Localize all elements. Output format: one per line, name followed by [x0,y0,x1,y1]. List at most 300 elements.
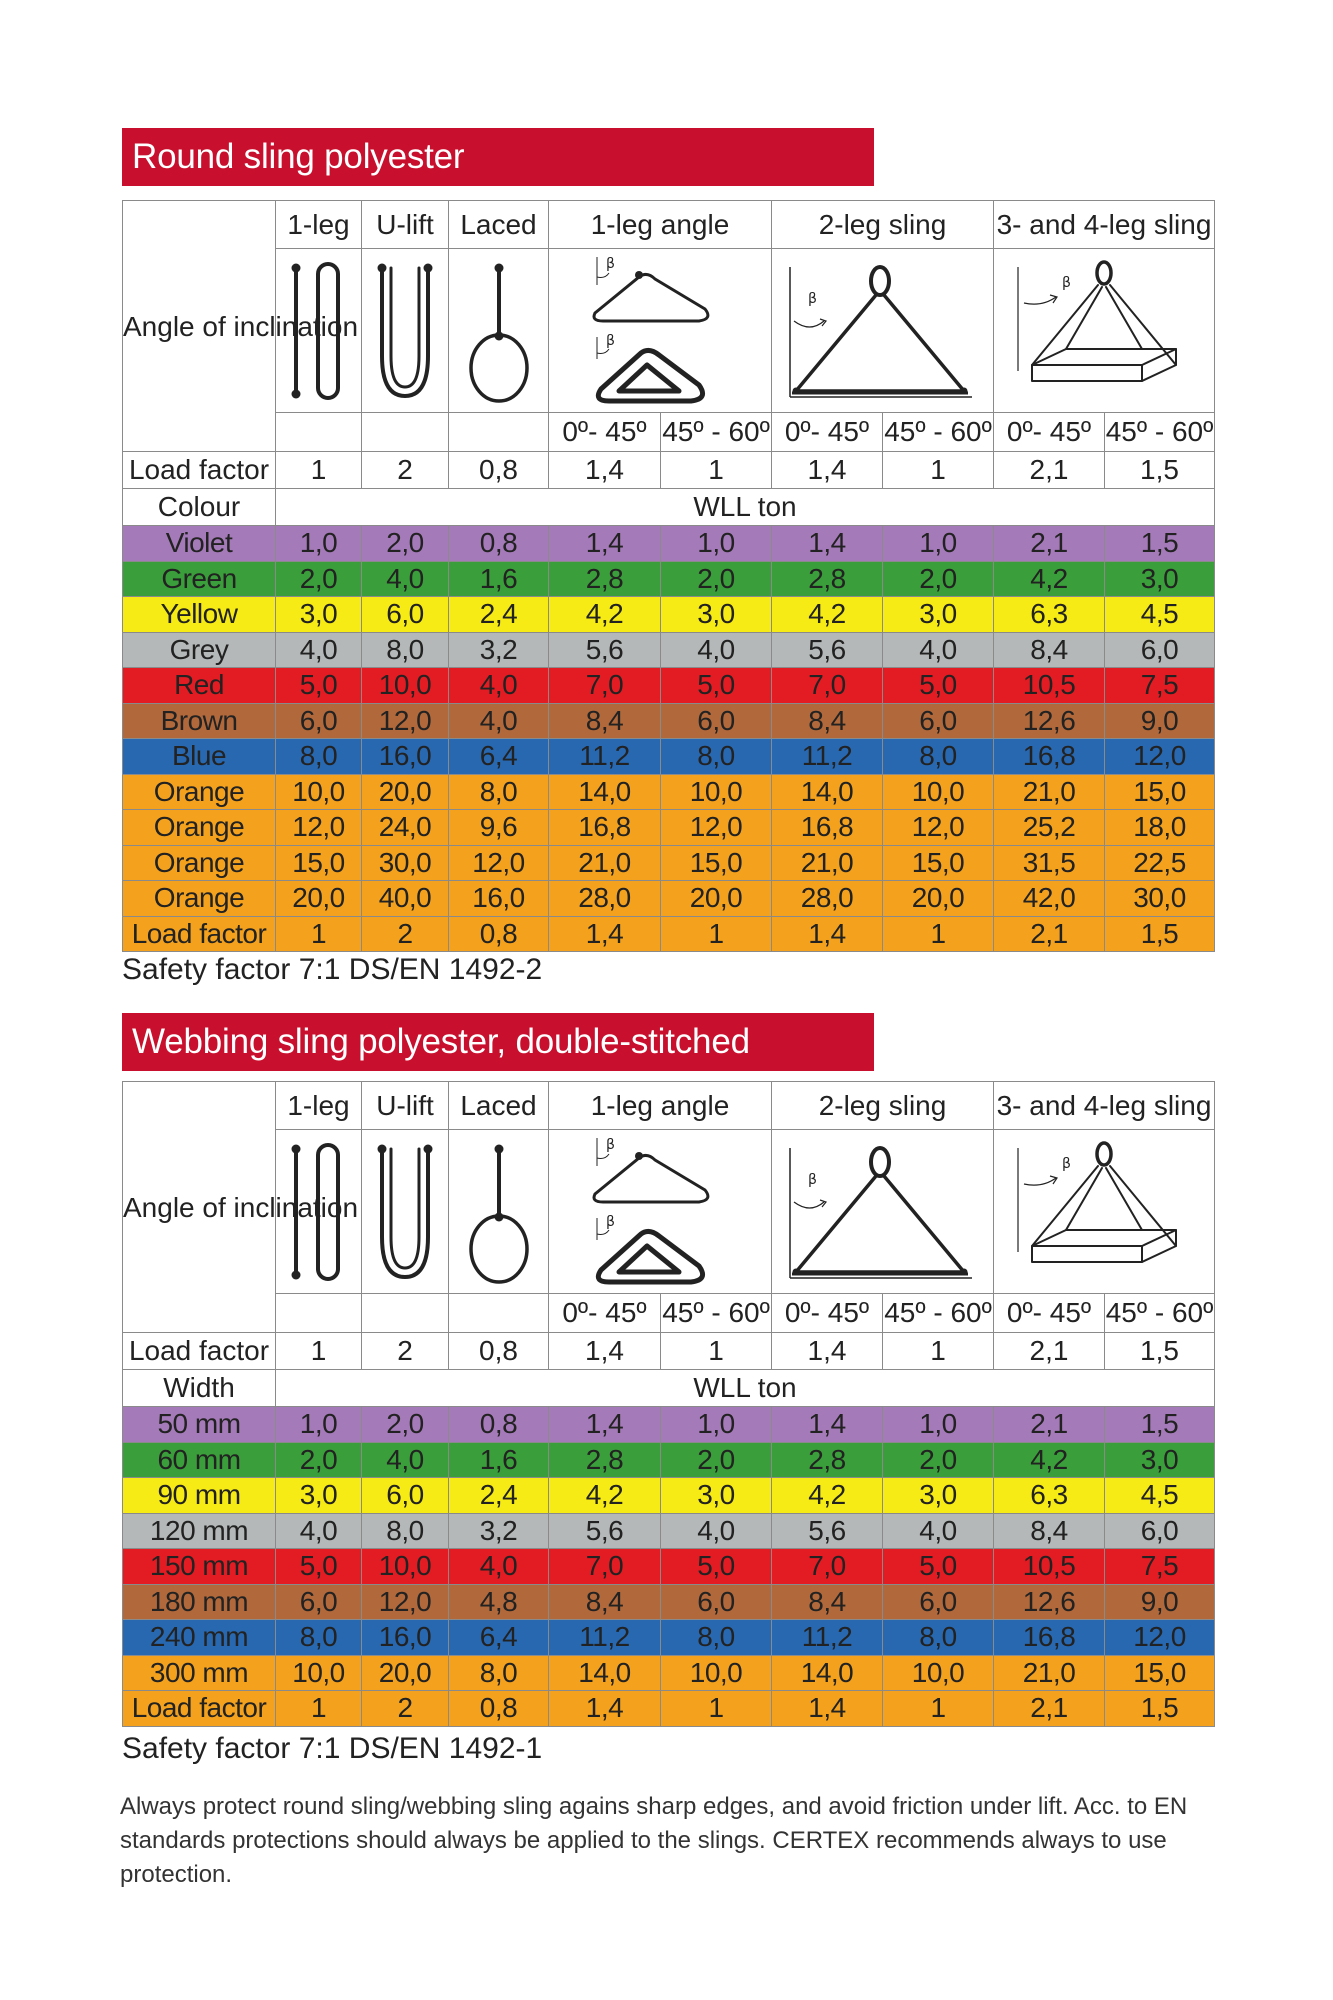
wll-value: 8,0 [362,1513,449,1549]
load-factor-value: 2 [362,1333,449,1370]
first-column-label: Colour [123,489,276,526]
wll-value: 8,0 [883,1620,994,1656]
table-row [123,881,1215,917]
table-row [123,703,1215,739]
wll-value: 16,0 [362,1620,449,1656]
wll-value: 14,0 [549,774,661,810]
row-label: 60 mm [123,1442,276,1478]
wll-value: 21,0 [994,774,1105,810]
round-safety-factor: Safety factor 7:1 DS/EN 1492-2 [122,953,543,986]
column-header: 3- and 4-leg sling [994,1082,1215,1130]
wll-value: 11,2 [549,739,661,775]
row-label: 150 mm [123,1549,276,1585]
webbing-safety-factor: Safety factor 7:1 DS/EN 1492-1 [122,1732,543,1765]
angle-range: 45º - 60º [1105,413,1215,452]
wll-value: 8,0 [449,1655,549,1691]
wll-value: 10,0 [883,1655,994,1691]
wll-value: 2,8 [549,1442,661,1478]
wll-value: 1,4 [772,1407,883,1443]
angle-row [123,1294,1215,1333]
angle-range: 0º- 45º [549,1294,661,1333]
wll-value: 1,6 [449,1442,549,1478]
wll-value: 12,0 [1105,1620,1215,1656]
empty-cell [276,1294,362,1333]
two-leg-sling-icon [772,1130,994,1294]
row-label: Orange [123,810,276,846]
wll-value: 10,5 [994,1549,1105,1585]
wll-value: 5,0 [276,668,362,704]
load-factor-value: 0,8 [449,452,549,489]
wll-value: 20,0 [883,881,994,917]
table-row [123,1691,1215,1727]
wll-value: 5,0 [883,668,994,704]
wll-value: 8,0 [362,632,449,668]
wll-value: 18,0 [1105,810,1215,846]
wll-value: 4,0 [661,632,772,668]
row-label: 180 mm [123,1584,276,1620]
wll-value: 5,0 [661,1549,772,1585]
column-header: 1-leg angle [549,1082,772,1130]
table-row [123,739,1215,775]
wll-value: 3,0 [661,1478,772,1514]
wll-value: 5,6 [549,1513,661,1549]
wll-value: 7,0 [549,1549,661,1585]
wll-value: 12,0 [1105,739,1215,775]
wll-value: 0,8 [449,1407,549,1443]
row-label: Orange [123,881,276,917]
wll-value: 16,8 [772,810,883,846]
round-sling-title: Round sling polyester [122,128,874,186]
row-label: Orange [123,845,276,881]
table-row [123,1442,1215,1478]
wll-value: 8,0 [276,739,362,775]
wll-value: 4,8 [449,1584,549,1620]
wll-value: 7,5 [1105,1549,1215,1585]
wll-value: 21,0 [772,845,883,881]
wll-value: 3,0 [883,597,994,633]
wll-value: 2 [362,1691,449,1727]
wll-value: 1 [276,916,362,952]
wll-value: 10,0 [276,1655,362,1691]
table-row [123,1655,1215,1691]
wll-value: 28,0 [549,881,661,917]
wll-value: 7,5 [1105,668,1215,704]
webbing-sling-table [122,1081,1215,1727]
wll-value: 1,0 [276,526,362,562]
angle-range: 45º - 60º [883,413,994,452]
wll-value: 2,0 [362,1407,449,1443]
wll-value: 9,0 [1105,1584,1215,1620]
wll-value: 1 [883,916,994,952]
table-row [123,1478,1215,1514]
column-header: U-lift [362,1082,449,1130]
wll-value: 5,0 [276,1549,362,1585]
wll-value: 7,0 [772,668,883,704]
wll-value: 15,0 [661,845,772,881]
load-factor-value: 1,4 [549,1333,661,1370]
wll-value: 14,0 [549,1655,661,1691]
wll-value: 1,4 [772,526,883,562]
empty-cell [449,1294,549,1333]
row-label: Blue [123,739,276,775]
table-row [123,632,1215,668]
wll-value: 12,0 [661,810,772,846]
wll-value: 16,8 [994,739,1105,775]
header-row [123,1082,1215,1130]
wll-value: 4,0 [276,632,362,668]
first-column-label: Width [123,1370,276,1407]
wll-value: 15,0 [1105,1655,1215,1691]
wll-value: 1,0 [661,1407,772,1443]
angle-range: 0º- 45º [549,413,661,452]
three-four-leg-sling-icon [994,1130,1215,1294]
wll-value: 8,0 [661,739,772,775]
wll-value: 12,0 [883,810,994,846]
wll-value: 0,8 [449,916,549,952]
wll-value: 4,0 [449,668,549,704]
wll-value: 1,4 [772,916,883,952]
wll-value: 1,5 [1105,916,1215,952]
wll-value: 4,2 [772,597,883,633]
beta-label: β [606,255,615,272]
wll-value: 8,4 [772,1584,883,1620]
wll-value: 2,0 [883,1442,994,1478]
wll-value: 14,0 [772,774,883,810]
angle-range: 0º- 45º [772,1294,883,1333]
wll-value: 4,0 [449,1549,549,1585]
wll-value: 2,1 [994,1407,1105,1443]
load-factor-value: 1 [276,452,362,489]
wll-value: 0,8 [449,1691,549,1727]
unit-row [123,489,1215,526]
wll-value: 15,0 [276,845,362,881]
wll-value: 10,0 [661,774,772,810]
beta-label: β [808,1171,817,1188]
wll-value: 2,1 [994,1691,1105,1727]
load-factor-value: 1,5 [1105,1333,1215,1370]
wll-value: 12,0 [362,1584,449,1620]
table-row [123,1584,1215,1620]
column-header: Laced [449,1082,549,1130]
empty-cell [362,1294,449,1333]
wll-value: 7,0 [549,668,661,704]
wll-value: 7,0 [772,1549,883,1585]
header-row [123,201,1215,249]
wll-value: 4,0 [661,1513,772,1549]
wll-value: 1 [661,916,772,952]
wll-value: 8,0 [276,1620,362,1656]
wll-value: 2,4 [449,597,549,633]
wll-value: 3,2 [449,1513,549,1549]
wll-value: 28,0 [772,881,883,917]
wll-value: 4,2 [994,1442,1105,1478]
wll-value: 15,0 [883,845,994,881]
angle-row [123,413,1215,452]
wll-value: 3,0 [276,597,362,633]
wll-value: 31,5 [994,845,1105,881]
u-lift-sling-icon [362,249,449,413]
beta-label: β [808,290,817,307]
wll-value: 8,0 [661,1620,772,1656]
row-label: 240 mm [123,1620,276,1656]
wll-value: 25,2 [994,810,1105,846]
row-label: 50 mm [123,1407,276,1443]
wll-value: 6,0 [362,1478,449,1514]
wll-value: 1,4 [549,1407,661,1443]
load-factor-label: Load factor [123,452,276,489]
wll-value: 6,0 [661,1584,772,1620]
angle-range: 45º - 60º [1105,1294,1215,1333]
table-row [123,597,1215,633]
wll-value: 2,0 [661,1442,772,1478]
wll-value: 4,0 [362,1442,449,1478]
angle-range: 0º- 45º [772,413,883,452]
wll-value: 12,0 [362,703,449,739]
wll-value: 5,0 [661,668,772,704]
beta-label: β [606,1136,615,1153]
load-factor-value: 1,4 [772,1333,883,1370]
wll-value: 8,4 [772,703,883,739]
row-label: 90 mm [123,1478,276,1514]
wll-value: 40,0 [362,881,449,917]
one-leg-angle-sling-icon [549,249,772,413]
wll-value: 20,0 [362,1655,449,1691]
wll-value: 8,0 [883,739,994,775]
table-row [123,1407,1215,1443]
wll-value: 6,0 [362,597,449,633]
wll-ton-label: WLL ton [276,1370,1215,1407]
wll-value: 10,0 [276,774,362,810]
wll-value: 8,0 [449,774,549,810]
column-header: 1-leg angle [549,201,772,249]
wll-value: 16,8 [994,1620,1105,1656]
two-leg-sling-icon [772,249,994,413]
empty-cell [276,413,362,452]
column-header: Laced [449,201,549,249]
wll-value: 16,0 [449,881,549,917]
wll-value: 30,0 [362,845,449,881]
table-row [123,774,1215,810]
row-label: Load factor [123,916,276,952]
wll-value: 2,1 [994,916,1105,952]
wll-value: 2,8 [772,561,883,597]
wll-value: 16,8 [549,810,661,846]
table-row [123,1620,1215,1656]
angle-range: 45º - 60º [883,1294,994,1333]
wll-value: 24,0 [362,810,449,846]
row-label: 120 mm [123,1513,276,1549]
load-factor-value: 1 [883,452,994,489]
wll-value: 3,0 [1105,561,1215,597]
wll-value: 1,4 [549,916,661,952]
wll-value: 8,4 [994,632,1105,668]
row-label: Yellow [123,597,276,633]
angle-of-inclination-label: Angle of inclination [123,1082,276,1333]
wll-value: 42,0 [994,881,1105,917]
wll-value: 9,0 [1105,703,1215,739]
column-header: U-lift [362,201,449,249]
wll-value: 1,6 [449,561,549,597]
wll-value: 1,0 [661,526,772,562]
three-four-leg-sling-icon [994,249,1215,413]
wll-value: 4,5 [1105,1478,1215,1514]
wll-value: 20,0 [362,774,449,810]
wll-value: 6,0 [1105,632,1215,668]
laced-sling-icon [449,249,549,413]
empty-cell [362,413,449,452]
beta-label: β [1062,1155,1071,1172]
wll-value: 12,0 [449,845,549,881]
row-label: 300 mm [123,1655,276,1691]
load-factor-value: 2,1 [994,1333,1105,1370]
wll-value: 10,0 [661,1655,772,1691]
wll-value: 5,0 [883,1549,994,1585]
wll-value: 10,0 [362,668,449,704]
wll-value: 15,0 [1105,774,1215,810]
table-row [123,916,1215,952]
table-row [123,561,1215,597]
wll-value: 2,0 [883,561,994,597]
laced-sling-icon [449,1130,549,1294]
wll-value: 4,2 [549,1478,661,1514]
load-factor-row [123,1333,1215,1370]
angle-range: 0º- 45º [994,1294,1105,1333]
column-header: 2-leg sling [772,201,994,249]
wll-value: 3,0 [1105,1442,1215,1478]
wll-value: 10,0 [362,1549,449,1585]
load-factor-label: Load factor [123,1333,276,1370]
wll-value: 11,2 [772,1620,883,1656]
wll-value: 22,5 [1105,845,1215,881]
wll-value: 30,0 [1105,881,1215,917]
row-label: Red [123,668,276,704]
wll-value: 1,0 [276,1407,362,1443]
wll-value: 4,2 [772,1478,883,1514]
table-row [123,526,1215,562]
unit-row [123,1370,1215,1407]
webbing-sling-title: Webbing sling polyester, double-stitched [122,1013,874,1071]
wll-value: 8,4 [549,1584,661,1620]
wll-value: 1,4 [549,526,661,562]
wll-value: 10,0 [883,774,994,810]
one-leg-angle-sling-icon [549,1130,772,1294]
wll-value: 1,5 [1105,1407,1215,1443]
load-factor-value: 1 [276,1333,362,1370]
load-factor-value: 1,4 [549,452,661,489]
wll-value: 4,0 [883,632,994,668]
wll-value: 1,0 [883,526,994,562]
wll-value: 6,3 [994,597,1105,633]
table-row [123,810,1215,846]
wll-value: 6,0 [276,703,362,739]
load-factor-value: 2,1 [994,452,1105,489]
wll-value: 3,0 [661,597,772,633]
wll-value: 10,5 [994,668,1105,704]
wll-value: 11,2 [549,1620,661,1656]
wll-value: 5,6 [772,1513,883,1549]
table-row [123,845,1215,881]
wll-value: 9,6 [449,810,549,846]
wll-value: 6,0 [661,703,772,739]
column-header: 1-leg [276,1082,362,1130]
wll-value: 1,5 [1105,526,1215,562]
wll-value: 5,6 [549,632,661,668]
wll-value: 2,1 [994,526,1105,562]
row-label: Violet [123,526,276,562]
table-row [123,1513,1215,1549]
row-label: Orange [123,774,276,810]
wll-value: 20,0 [661,881,772,917]
wll-value: 12,0 [276,810,362,846]
wll-value: 2,8 [549,561,661,597]
load-factor-value: 0,8 [449,1333,549,1370]
wll-value: 2 [362,916,449,952]
wll-value: 2,0 [362,526,449,562]
wll-value: 6,0 [1105,1513,1215,1549]
wll-value: 6,0 [883,1584,994,1620]
wll-value: 3,0 [276,1478,362,1514]
wll-value: 2,4 [449,1478,549,1514]
wll-value: 8,4 [549,703,661,739]
wll-value: 1,4 [772,1691,883,1727]
row-label: Grey [123,632,276,668]
angle-of-inclination-label: Angle of inclination [123,201,276,452]
load-factor-value: 2 [362,452,449,489]
wll-value: 4,0 [449,703,549,739]
protection-footnote: Always protect round sling/webbing sling agains sharp edges, and avoid friction under lift. Acc. to EN standards protections should always be applied to the slings. CERTEX recommends always to use protection. [120,1793,1188,1888]
wll-value: 12,6 [994,1584,1105,1620]
wll-value: 21,0 [549,845,661,881]
wll-value: 1,4 [549,1691,661,1727]
empty-cell [449,413,549,452]
wll-value: 4,2 [994,561,1105,597]
wll-value: 6,0 [276,1584,362,1620]
wll-value: 2,0 [276,561,362,597]
column-header: 1-leg [276,201,362,249]
table-row [123,668,1215,704]
wll-value: 6,3 [994,1478,1105,1514]
wll-value: 8,4 [994,1513,1105,1549]
angle-range: 45º - 60º [661,413,772,452]
wll-value: 2,0 [661,561,772,597]
wll-value: 1,0 [883,1407,994,1443]
load-factor-value: 1 [883,1333,994,1370]
wll-value: 3,2 [449,632,549,668]
wll-value: 20,0 [276,881,362,917]
load-factor-value: 1 [661,452,772,489]
wll-value: 16,0 [362,739,449,775]
wll-ton-label: WLL ton [276,489,1215,526]
wll-value: 4,0 [362,561,449,597]
wll-value: 5,6 [772,632,883,668]
angle-range: 45º - 60º [661,1294,772,1333]
u-lift-sling-icon [362,1130,449,1294]
wll-value: 4,0 [883,1513,994,1549]
row-label: Load factor [123,1691,276,1727]
wll-value: 4,0 [276,1513,362,1549]
wll-value: 1 [661,1691,772,1727]
wll-value: 6,4 [449,1620,549,1656]
wll-value: 2,0 [276,1442,362,1478]
load-factor-value: 1,4 [772,452,883,489]
wll-value: 6,0 [883,703,994,739]
wll-value: 1 [276,1691,362,1727]
round-sling-table [122,200,1215,952]
wll-value: 11,2 [772,739,883,775]
wll-value: 6,4 [449,739,549,775]
wll-value: 1 [883,1691,994,1727]
table-row [123,1549,1215,1585]
